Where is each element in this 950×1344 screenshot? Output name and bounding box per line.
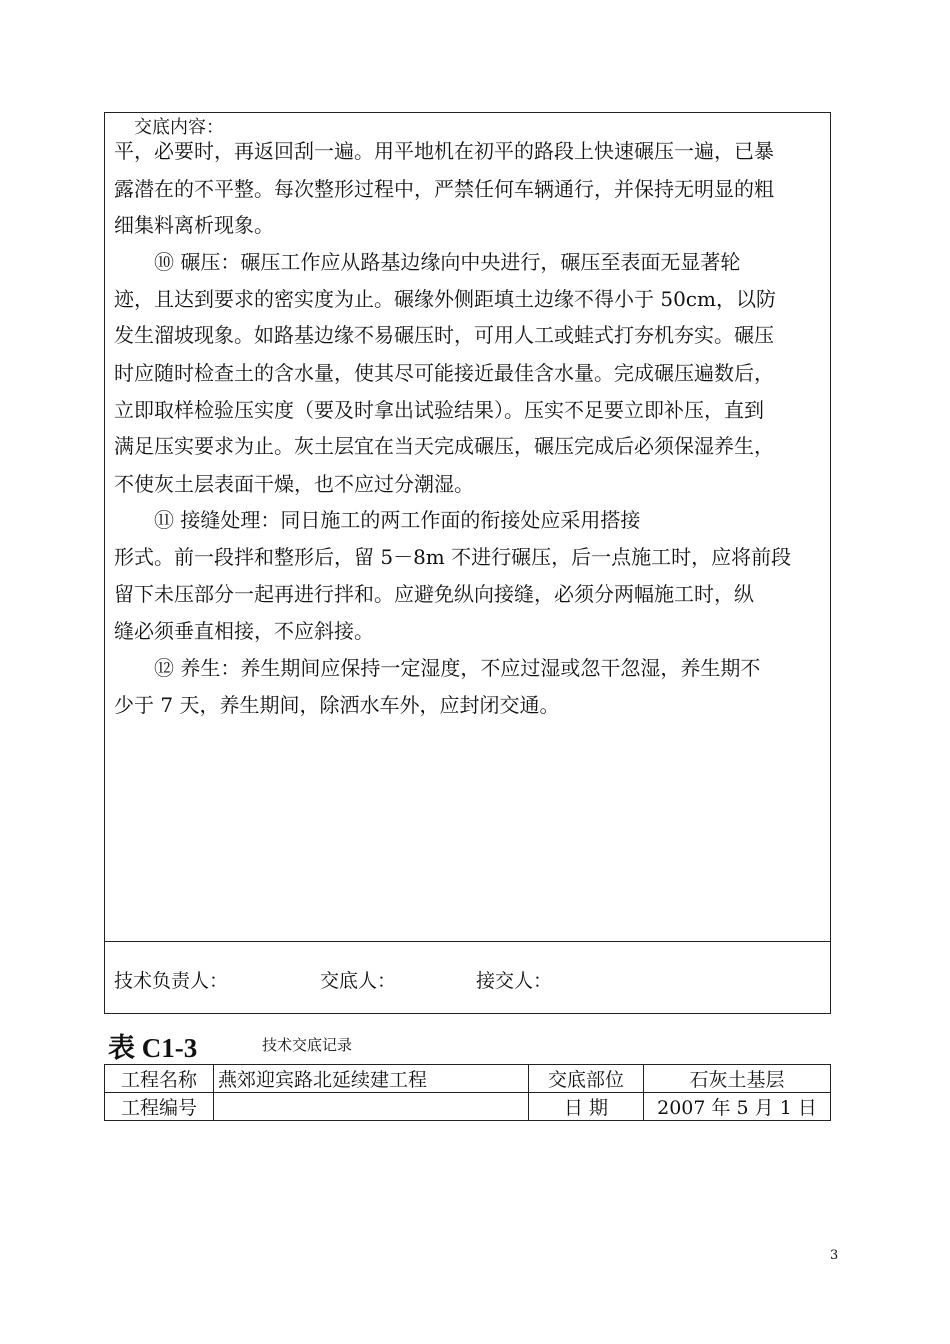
- body-line-1: 平，必要时，再返回刮一遍。用平地机在初平的路段上快速碾压一遍，已暴: [114, 139, 774, 163]
- body-line-8: 立即取样检验压实度（要及时拿出试验结果）。压实不足要立即补压，直到: [114, 398, 764, 422]
- body-line-10: 不使灰土层表面干燥，也不应过分潮湿。: [114, 472, 474, 496]
- body-line-11: ⑪ 接缝处理：同日施工的两工作面的衔接处应采用搭接: [154, 508, 641, 532]
- body-line-5: 迹，且达到要求的密实度为止。碾缘外侧距填土边缘不得小于 50cm，以防: [114, 287, 776, 311]
- date-value: 2007 年 5 月 1 日: [644, 1093, 831, 1121]
- section-heading: 交底内容：: [134, 117, 224, 138]
- date-label: 日 期: [529, 1093, 644, 1121]
- tech-lead-label: 技术负责人：: [114, 970, 229, 992]
- body-line-15: ⑫ 养生：养生期间应保持一定湿度，不应过湿或忽干忽湿，养生期不: [154, 656, 761, 680]
- project-info-table: [104, 1064, 831, 1121]
- position-value: 石灰土基层: [644, 1065, 831, 1093]
- table-row: [105, 1065, 831, 1093]
- body-line-16: 少于 7 天，养生期间，除洒水车外，应封闭交通。: [114, 693, 560, 717]
- body-line-9: 满足压实要求为止。灰土层宜在当天完成碾压，碾压完成后必须保湿养生，: [114, 434, 774, 458]
- body-line-13: 留下未压部分一起再进行拌和。应避免纵向接缝，必须分两幅施工时，纵: [114, 582, 754, 606]
- table-row: [105, 1093, 831, 1121]
- presenter-label: 交底人：: [320, 970, 397, 992]
- body-line-7: 时应随时检查土的含水量，使其尽可能接近最佳含水量。完成碾压遍数后，: [114, 361, 774, 385]
- position-label: 交底部位: [529, 1065, 644, 1093]
- project-no-label: 工程编号: [105, 1093, 214, 1121]
- signature-divider: [105, 941, 830, 942]
- project-no-value: [214, 1093, 529, 1121]
- body-line-14: 缝必须垂直相接，不应斜接。: [114, 619, 374, 643]
- page-number: 3: [830, 1248, 839, 1263]
- form-code: 表 C1-3: [108, 1033, 198, 1063]
- body-line-12: 形式。前一段拌和整形后，留 5－8m 不进行碾压，后一点施工时，应将前段: [114, 545, 792, 569]
- project-name-value: 燕郊迎宾路北延续建工程: [214, 1065, 529, 1093]
- receiver-label: 接交人：: [476, 970, 553, 992]
- body-line-6: 发生溜坡现象。如路基边缘不易碾压时，可用人工或蛙式打夯机夯实。碾压: [114, 323, 774, 347]
- body-line-3: 细集料离析现象。: [114, 213, 274, 237]
- body-line-2: 露潜在的不平整。每次整形过程中，严禁任何车辆通行，并保持无明显的粗: [114, 177, 774, 201]
- project-name-label: 工程名称: [105, 1065, 214, 1093]
- form-title: 技术交底记录: [262, 1036, 353, 1054]
- body-line-4: ⑩ 碾压：碾压工作应从路基边缘向中央进行，碾压至表面无显著轮: [154, 250, 741, 274]
